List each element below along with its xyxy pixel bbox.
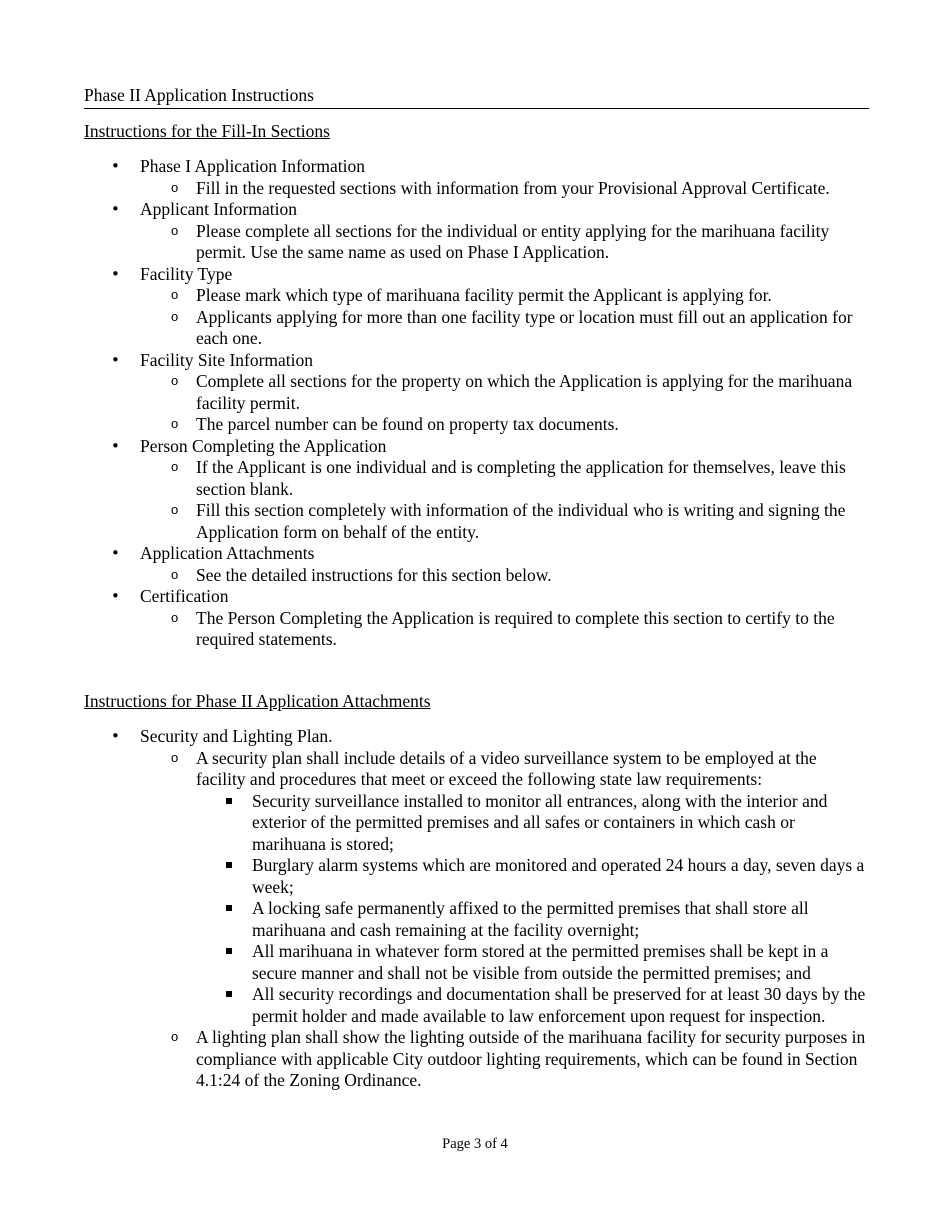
sub-item: o Fill this section completely with information of the individual who is writing and signing the Application form on behalf of the entity.	[140, 500, 870, 543]
sub-item: o If the Applicant is one individual and is completing the application for themselves, leave this section blank.	[140, 457, 870, 500]
fill-in-sections-list	[0, 156, 950, 651]
sub-item	[140, 1027, 870, 1092]
page-number: Page 3 of 4	[442, 1136, 508, 1152]
requirement-point: Burglary alarm systems which are monitored and operated 24 hours a day, seven days a week;	[196, 855, 870, 898]
sub-item: o The parcel number can be found on property tax documents.	[140, 414, 870, 436]
item-label: Security and Lighting Plan.	[140, 726, 333, 746]
sub-item-text: A lighting plan shall show the lighting outside of the marihuana facility for security purposes in compliance with applicable City outdoor lighting requirements, which can be found in Section 4.1:24 of the Zoning Ordinance.	[196, 1027, 866, 1090]
sub-item: o Please mark which type of marihuana facility permit the Applicant is applying for.	[140, 285, 870, 307]
item-label: Facility Type	[140, 263, 233, 284]
requirement-point: A locking safe permanently affixed to the permitted premises that shall store all marihuana and cash remaining at the facility overnight;	[196, 898, 870, 941]
sub-item: o Applicants applying for more than one facility type or location must fill out an application for each one.	[140, 307, 870, 350]
item-label: Application Attachments	[140, 543, 315, 563]
sub-item: o Fill in the requested sections with information from your Provisional Approval Certificate.	[140, 178, 870, 200]
sub-item: o See the detailed instructions for this section below.	[140, 565, 870, 587]
item-label: Certification	[140, 586, 229, 606]
list-item	[0, 543, 950, 586]
sub-item: o Complete all sections for the property on which the Application is applying for the marihuana facility permit.	[140, 371, 870, 414]
item-label: Facility Site Information	[140, 349, 314, 370]
section-title-fill-in: Instructions for the Fill-In Sections	[84, 121, 330, 141]
attachments-list	[0, 726, 950, 1092]
sub-item-text: A security plan shall include details of a video surveillance system to be employed at the facility and procedures that meet or exceed the following state law requirements:	[196, 747, 817, 789]
list-item	[0, 199, 950, 264]
list-item	[0, 436, 950, 544]
list-item	[0, 264, 950, 350]
item-label: Person Completing the Application	[140, 435, 387, 456]
page-header: Phase II Application Instructions	[84, 85, 869, 109]
list-item	[0, 726, 950, 1092]
sub-item: o The Person Completing the Application is required to complete this section to certify to the required statements.	[140, 608, 870, 651]
list-item	[0, 586, 950, 651]
list-item	[0, 350, 950, 436]
list-item	[0, 156, 950, 199]
requirement-point: All marihuana in whatever form stored at the permitted premises shall be kept in a secure manner and shall not be visible from outside the permitted premises; and	[196, 941, 870, 984]
requirement-point: All security recordings and documentation shall be preserved for at least 30 days by the permit holder and made available to law enforcement upon request for inspection.	[196, 984, 870, 1027]
requirement-point: Security surveillance installed to monitor all entrances, along with the interior and exterior of the permitted premises and all safes or containers in which cash or marihuana is stored;	[196, 791, 870, 856]
item-label: Phase I Application Information	[140, 156, 366, 176]
sub-item	[140, 748, 870, 1028]
item-label: Applicant Information	[140, 199, 297, 219]
section-title-attachments: Instructions for Phase II Application Attachments	[84, 691, 431, 711]
sub-item: o Please complete all sections for the individual or entity applying for the marihuana facility permit. Use the same name as used on Phase I Application.	[140, 221, 870, 264]
